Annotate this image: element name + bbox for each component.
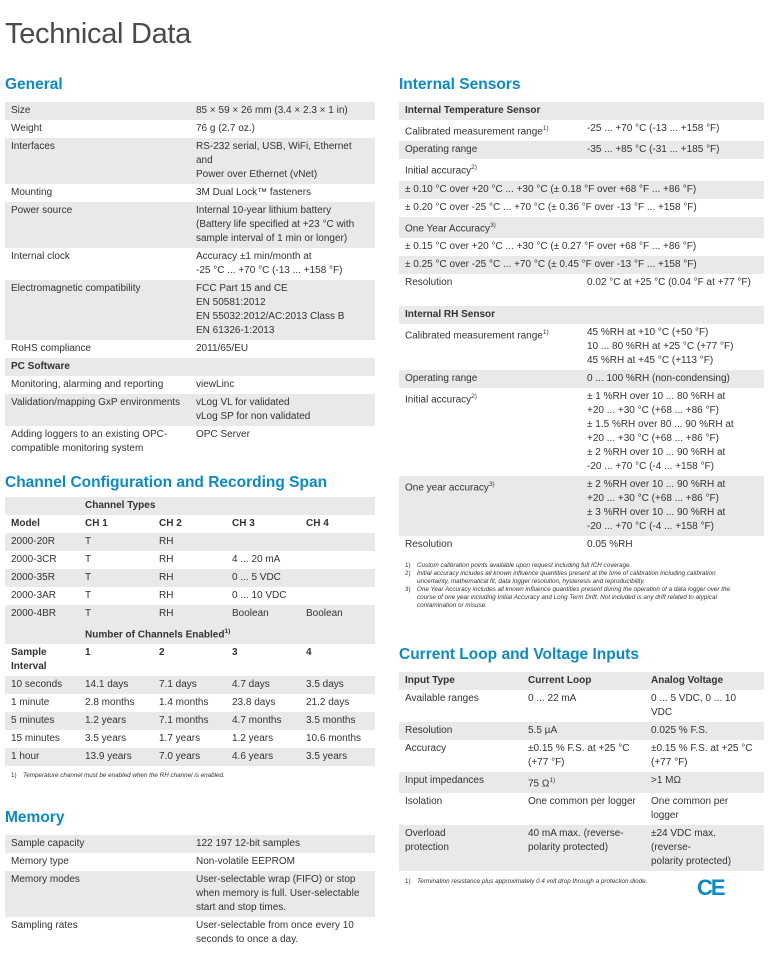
table-row: [399, 476, 764, 536]
column-header: Model: [11, 518, 40, 529]
table-cell: 7.1 months: [153, 712, 226, 730]
cell-text: 75 Ω: [528, 778, 550, 790]
table-row: [399, 256, 764, 274]
ce-mark-logo: CE: [697, 875, 724, 900]
cell-text: 0 ... 22 mA: [528, 693, 577, 704]
row-label-text: Power source: [11, 205, 73, 216]
row-label: [399, 238, 764, 256]
table-cell: RH: [153, 569, 226, 587]
table-row: [399, 141, 764, 159]
table-row: [5, 569, 375, 587]
channel-table: [5, 497, 375, 766]
table-cell: 15 minutes: [11, 733, 60, 745]
cell-text: Available ranges: [405, 693, 479, 704]
row-label: [5, 102, 190, 120]
cell-text: One common per logger: [651, 796, 729, 822]
row-label-text: One Year Accuracy: [405, 222, 491, 234]
table-cell: 4.7 months: [226, 712, 300, 730]
row-label-text: Mounting: [11, 187, 53, 198]
row-label-text: Resolution: [405, 538, 453, 550]
table-row: [399, 793, 764, 825]
footnote-ref: 3): [490, 221, 496, 229]
row-label: [399, 536, 581, 554]
row-label: [5, 340, 190, 358]
row-label: [399, 159, 581, 180]
footnote-number: 1): [405, 878, 411, 886]
table-row: [5, 748, 375, 766]
table-row: [5, 120, 375, 138]
table-cell: [522, 825, 645, 871]
row-label: [5, 426, 190, 458]
table-row: [399, 159, 764, 180]
row-label: [5, 394, 190, 426]
row-label: [5, 138, 190, 184]
table-cell: 7.0 years: [153, 748, 226, 766]
table-row: [399, 825, 764, 871]
table-cell: [645, 740, 764, 772]
row-label: [399, 217, 581, 238]
cell-text: ±0.15 % F.S. at +25 °C (+77 °F): [528, 743, 630, 768]
row-label: [5, 202, 190, 248]
temp-sensor-heading: Internal Temperature Sensor: [399, 102, 764, 120]
memory-section: [5, 809, 375, 949]
table-cell: [645, 793, 764, 825]
table-row: [399, 199, 764, 217]
row-value: 3M Dual Lock™ fasteners: [196, 187, 312, 198]
cell-text: 5.5 µA: [528, 725, 558, 736]
current-loop-table: [399, 672, 764, 871]
table-row: [5, 184, 375, 202]
row-value: 76 g (2.7 oz.): [196, 123, 255, 134]
table-row: [5, 712, 375, 730]
row-label: [399, 181, 764, 199]
table-row: [399, 181, 764, 199]
row-label: [399, 120, 581, 141]
table-cell: 23.8 days: [232, 697, 276, 709]
table-row: [5, 587, 375, 605]
row-label-text: Size: [11, 105, 31, 116]
row-label-text: Memory type: [11, 856, 69, 867]
table-cell: [300, 587, 375, 605]
row-value: 45 %RH at +10 °C (+50 °F) 10 ... 80 %RH at +25 °C (+77 °F) 45 %RH at +45 °C (+113 °F): [587, 326, 734, 366]
row-value: ± 1 %RH over 10 ... 80 %RH at +20 ... +30 °C (+68 ... +86 °F) ± 1.5 %RH over 80 ... 90 %RH at +20 ... +30 °C (+68 ... +86 °F) ± 2 %RH over 10 ... 90 %RH at -20 ... +70 °C (-4 ... +158 °F): [587, 390, 734, 472]
cell-text: Resolution: [405, 725, 453, 736]
cell-text: Overload protection: [405, 828, 449, 854]
table-row: [399, 772, 764, 793]
cell-text: ±24 VDC max. (reverse- polarity protected): [651, 828, 732, 868]
table-row: [5, 376, 375, 394]
row-label-text: ± 0.25 °C over -25 °C ... +70 °C (± 0.45 °F over -13 °F ... +158 °F): [405, 258, 697, 270]
table-row: [399, 120, 764, 141]
row-value: 122 197 12-bit samples: [190, 835, 375, 853]
table-row: [5, 138, 375, 184]
table-cell: T: [79, 605, 153, 623]
footnote-text: Termination resistance plus approximately 0.4 volt drop through a protection diode.: [417, 878, 648, 886]
row-value: 2011/65/EU: [196, 343, 249, 354]
subsection-header-row: [399, 102, 764, 120]
table-cell: [522, 722, 645, 740]
table-cell: 0 ... 10 VDC: [232, 590, 287, 601]
row-label-text: Weight: [11, 123, 42, 134]
table-row: [399, 388, 764, 476]
cell-text: Accuracy: [405, 743, 447, 754]
table-cell: 2000-20R: [5, 533, 79, 551]
row-label: [5, 917, 190, 949]
table-row: [5, 280, 375, 340]
table-row: [5, 394, 375, 426]
row-value: User-selectable wrap (FIFO) or stop when memory is full. User-selectable start and stop times.: [190, 871, 375, 917]
row-label: [399, 141, 581, 159]
table-cell: T: [85, 554, 92, 565]
footnote-ref: 1): [542, 125, 549, 132]
row-label-text: Operating range: [405, 372, 478, 384]
subsection-header-row: [399, 306, 764, 324]
table-cell: 2000-35R: [5, 569, 79, 587]
row-value: Internal 10-year lithium battery (Battery life specified at +23 °C with sample interval of 1 min or longer): [190, 202, 375, 248]
row-label: [5, 835, 190, 853]
internal-sensors-section: [399, 76, 764, 610]
column-header: Analog Voltage: [645, 672, 764, 690]
row-label-text: Validation/mapping GxP environments: [11, 397, 181, 408]
table-cell: [399, 825, 522, 871]
table-row: [5, 917, 375, 949]
row-label-text: ± 0.15 °C over +20 °C ... +30 °C (± 0.27 °F over +68 °F ... +86 °F): [405, 240, 697, 252]
row-label: [399, 388, 581, 476]
row-label: [5, 376, 190, 394]
table-row: [399, 238, 764, 256]
column-header: 1: [85, 647, 91, 659]
row-label-text: Electromagnetic compatibility: [11, 283, 141, 294]
row-value: -25 ... +70 °C (-13 ... +158 °F): [587, 123, 720, 134]
column-header: 3: [232, 647, 238, 659]
cell-text: ±0.15 % F.S. at +25 °C (+77 °F): [651, 743, 753, 768]
row-label: [5, 280, 190, 340]
memory-table: [5, 835, 375, 949]
cell-text: 0 ... 5 VDC, 0 ... 10 VDC: [651, 693, 737, 718]
column-header: Input Type: [399, 672, 522, 690]
row-label: [5, 120, 190, 138]
cell-text: 40 mA max. (reverse- polarity protected): [528, 828, 624, 854]
channel-heading: Channel Configuration and Recording Span: [5, 474, 328, 491]
table-row: [5, 605, 375, 623]
row-label: [5, 248, 190, 280]
row-value: RS-232 serial, USB, WiFi, Ethernet and Power over Ethernet (vNet): [190, 138, 375, 184]
table-cell: T: [85, 590, 92, 601]
table-cell: 1.4 months: [159, 697, 209, 709]
row-label-text: Monitoring, alarming and reporting: [11, 379, 164, 390]
memory-heading: Memory: [5, 809, 65, 826]
row-label: [5, 871, 190, 917]
model-header-row: [5, 515, 375, 533]
table-cell: [399, 690, 522, 722]
table-cell: 13.9 years: [79, 748, 153, 766]
column-header: 4: [306, 647, 312, 659]
table-row: [399, 370, 764, 388]
table-cell: 2000-4BR: [5, 605, 79, 623]
row-label-text: Memory modes: [11, 874, 80, 885]
table-row: [399, 690, 764, 722]
table-cell: 1.2 years: [232, 733, 274, 745]
table-cell: T: [79, 569, 153, 587]
table-row: [399, 722, 764, 740]
table-cell: [399, 772, 522, 793]
channels-enabled-heading: [79, 623, 375, 644]
row-label-text: Calibrated measurement range: [405, 330, 543, 342]
table-row: [399, 324, 764, 370]
table-cell: 3.5 days: [300, 676, 375, 694]
table-row: [5, 202, 375, 248]
table-row: [399, 740, 764, 772]
row-label-text: Operating range: [405, 144, 478, 156]
table-cell: [522, 772, 645, 793]
row-label-text: Resolution: [405, 276, 453, 288]
table-cell: Boolean: [300, 605, 375, 623]
row-label-text: Interfaces: [11, 141, 55, 152]
page-title: Technical Data: [5, 18, 192, 50]
footnote-number: 1): [11, 772, 17, 780]
row-label-text: Initial accuracy: [405, 394, 472, 406]
row-label-text: Calibrated measurement range: [405, 126, 543, 138]
table-cell: 21.2 days: [306, 697, 350, 709]
row-value: vLog VL for validated vLog SP for non validated: [190, 394, 375, 426]
table-cell: 4.6 years: [226, 748, 300, 766]
table-row: [5, 248, 375, 280]
footnote-ref: 2): [471, 392, 477, 400]
row-value: User-selectable from once every 10 seconds to once a day.: [196, 920, 354, 945]
internal-rh-table: [399, 306, 764, 554]
table-row: [399, 217, 764, 238]
column-header: 2: [159, 647, 165, 659]
row-label: [399, 476, 581, 536]
channels-enabled-spacer: [5, 623, 79, 644]
table-cell: 3.5 months: [300, 712, 375, 730]
table-row: [5, 676, 375, 694]
row-label-text: Adding loggers to an existing OPC- compatible monitoring system: [11, 429, 168, 454]
row-value: 0 ... 100 %RH (non-condensing): [581, 370, 764, 388]
footnote-number: 3): [405, 585, 411, 593]
table-cell: [522, 690, 645, 722]
table-cell: 3.5 years: [300, 748, 375, 766]
footnote-ref: 1): [542, 328, 549, 336]
table-cell: [300, 551, 375, 569]
row-label-text: ± 0.10 °C over +20 °C ... +30 °C (± 0.18 °F over +68 °F ... +86 °F): [405, 183, 697, 195]
row-label-text: Sampling rates: [11, 920, 78, 931]
footnote-ref: 3): [488, 480, 495, 488]
table-cell: 7.1 days: [153, 676, 226, 694]
row-value: -35 ... +85 °C (-31 ... +185 °F): [581, 141, 764, 159]
row-label-text: One year accuracy: [405, 482, 489, 494]
table-row: [5, 835, 375, 853]
table-cell: 1.7 years: [159, 733, 201, 745]
footnote-item: [405, 562, 740, 570]
table-row: [5, 426, 375, 458]
table-row: [5, 533, 375, 551]
row-label: [5, 184, 190, 202]
table-cell: 1 minute: [11, 697, 50, 709]
row-label: [399, 199, 764, 217]
channels-enabled-header-row: [5, 623, 375, 644]
footnote-text: One Year Accuracy includes all known influence quantities present during the operation of a data logger over the course of one year including Initial Accuracy and Long Term Drift. Not included is any drift related to atypical contamination or misuse.: [417, 585, 730, 609]
table-cell: 2000-3AR: [11, 590, 57, 601]
general-heading: General: [5, 76, 63, 93]
table-row: [5, 871, 375, 917]
channel-footnote: [5, 772, 375, 780]
row-value: [581, 217, 764, 238]
channel-section: [5, 474, 375, 780]
column-header: Current Loop: [522, 672, 645, 690]
cell-text: Isolation: [405, 796, 443, 808]
table-cell: Boolean: [226, 605, 300, 623]
internal-sensors-heading: Internal Sensors: [399, 76, 521, 93]
subsection-header-row: [5, 358, 375, 376]
footnote-text: Initial accuracy includes all known influence quantities present at the time of calibration including calibration uncertainty, mathematical fit, data logger resolution, hysteresis and reproducibility.: [417, 569, 716, 585]
table-row: [5, 551, 375, 569]
table-cell: 10 seconds: [5, 676, 79, 694]
table-cell: [645, 825, 764, 871]
row-value: Accuracy ±1 min/month at -25 °C ... +70 °C (-13 ... +158 °F): [196, 251, 343, 276]
table-row: [5, 102, 375, 120]
table-cell: RH: [159, 554, 174, 565]
row-value: 0.02 °C at +25 °C (0.04 °F at +77 °F): [587, 276, 751, 288]
footnote-number: 1): [405, 561, 411, 569]
internal-temp-table: [399, 102, 764, 292]
row-value: FCC Part 15 and CE EN 50581:2012 EN 55032:2012/AC:2013 Class B EN 61326-1:2013: [190, 280, 375, 340]
table-cell: T: [79, 533, 153, 551]
general-section: [5, 76, 375, 458]
internal-footnotes: [399, 562, 740, 610]
row-label: [399, 274, 581, 292]
rh-sensor-heading: Internal RH Sensor: [399, 306, 764, 324]
footnote-item: [405, 586, 740, 610]
row-value: Non-volatile EEPROM: [196, 856, 295, 867]
table-cell: 1 hour: [5, 748, 79, 766]
table-cell: [645, 772, 764, 793]
row-value: viewLinc: [196, 379, 235, 390]
table-cell: [226, 533, 300, 551]
footnote-number: 2): [405, 569, 411, 577]
row-label: [5, 853, 190, 871]
current-loop-section: [399, 646, 764, 886]
table-cell: 2.8 months: [85, 697, 135, 709]
channel-types-spacer: [5, 497, 79, 515]
table-cell: [300, 569, 375, 587]
row-label: [399, 324, 581, 370]
pc-software-heading: PC Software: [5, 358, 375, 376]
table-cell: 1.2 years: [79, 712, 153, 730]
table-cell: [399, 722, 522, 740]
row-label: [399, 370, 581, 388]
column-header: CH 2: [159, 518, 182, 529]
cell-text: >1 MΩ: [651, 775, 681, 786]
table-cell: [399, 740, 522, 772]
column-header: CH 4: [306, 518, 329, 529]
cell-text: 0.025 % F.S.: [651, 725, 708, 736]
table-cell: RH: [153, 533, 226, 551]
table-row: [5, 853, 375, 871]
table-cell: 4.7 days: [226, 676, 300, 694]
footnote-item: [405, 570, 740, 586]
current-loop-heading: Current Loop and Voltage Inputs: [399, 646, 639, 663]
column-header-row: [399, 672, 764, 690]
row-label-text: Sample capacity: [11, 838, 85, 849]
channel-types-heading: Channel Types: [79, 497, 375, 515]
row-label-text: Internal clock: [11, 251, 70, 262]
table-cell: [399, 793, 522, 825]
footnote-text: Temperature channel must be enabled when the RH channel is enabled.: [23, 772, 225, 780]
footnote-text: Custom calibration points available upon request including full ICH coverage.: [417, 561, 632, 569]
table-row: [5, 340, 375, 358]
footnote-ref: 1): [549, 777, 556, 784]
table-cell: 14.1 days: [79, 676, 153, 694]
table-cell: 0 ... 5 VDC: [226, 569, 300, 587]
table-cell: RH: [159, 590, 174, 601]
table-cell: 4 ... 20 mA: [232, 554, 281, 565]
table-cell: RH: [153, 605, 226, 623]
table-cell: [522, 740, 645, 772]
table-cell: [645, 690, 764, 722]
table-cell: 2000-3CR: [11, 554, 57, 565]
row-value: ± 2 %RH over 10 ... 90 %RH at +20 ... +30 °C (+68 ... +86 °F) ± 3 %RH over 10 ... 90 %RH at -20 ... +70 °C (-4 ... +158 °F): [581, 476, 764, 536]
table-cell: [645, 722, 764, 740]
table-cell: 3.5 years: [85, 733, 127, 745]
row-label-text: ± 0.20 °C over -25 °C ... +70 °C (± 0.36 °F over -13 °F ... +158 °F): [405, 201, 697, 213]
footnote-ref: 1): [224, 628, 231, 635]
row-value: [581, 159, 764, 180]
column-header: Sample Interval: [11, 647, 47, 673]
table-row: [5, 730, 375, 748]
column-header: CH 3: [232, 518, 255, 529]
table-cell: [300, 533, 375, 551]
table-row: [5, 694, 375, 712]
channel-types-header-row: [5, 497, 375, 515]
row-value: 85 × 59 × 26 mm (3.4 × 2.3 × 1 in): [190, 102, 375, 120]
table-row: [399, 536, 764, 554]
table-cell: 10.6 months: [306, 733, 362, 745]
row-label-text: Initial accuracy: [405, 165, 472, 177]
row-label-text: RoHS compliance: [11, 343, 92, 354]
cell-text: Input impedances: [405, 775, 484, 786]
column-header: CH 1: [85, 518, 108, 529]
row-value: OPC Server: [196, 429, 250, 440]
table-row: [399, 274, 764, 292]
cell-text: One common per logger: [528, 796, 636, 808]
channels-enabled-text: Number of Channels Enabled: [85, 629, 225, 641]
row-label: [399, 256, 764, 274]
table-cell: [522, 793, 645, 825]
table-cell: 5 minutes: [5, 712, 79, 730]
footnote-ref: 2): [471, 164, 477, 172]
interval-header-row: [5, 644, 375, 676]
row-value: 0.05 %RH: [587, 538, 633, 550]
general-table: [5, 102, 375, 458]
